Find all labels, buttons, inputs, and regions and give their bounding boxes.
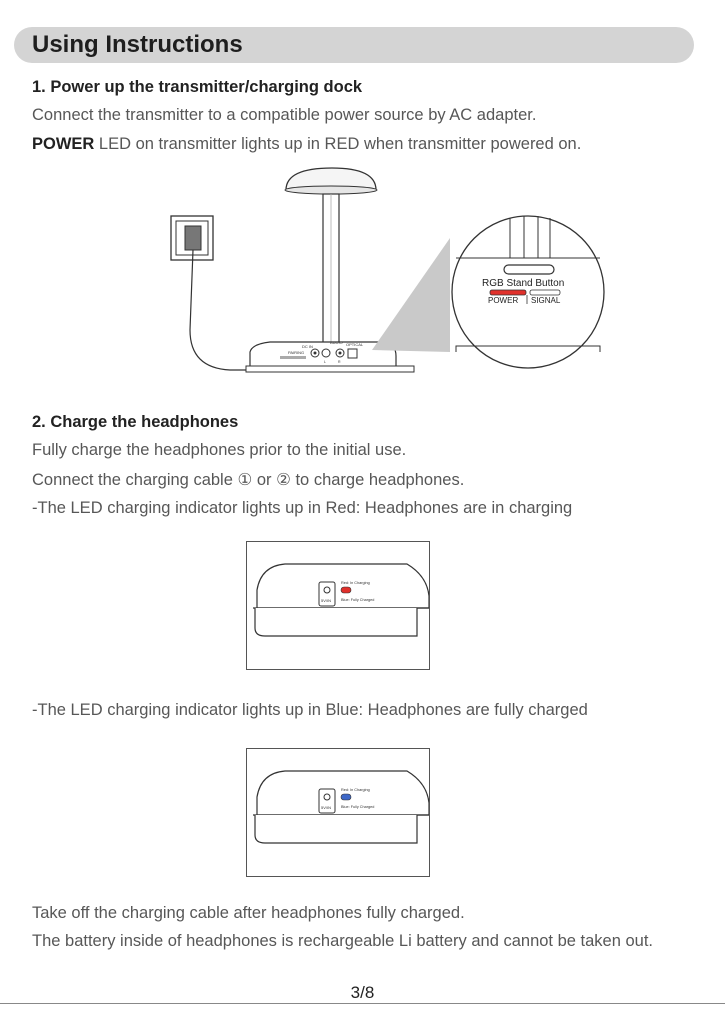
section2-line6: The battery inside of headphones is rechargeable Li battery and cannot be taken out. <box>32 932 654 950</box>
section2-line1: Fully charge the headphones prior to the initial use. <box>32 441 407 459</box>
section1-line2-rest: LED on transmitter lights up in RED when transmitter powered on. <box>94 135 582 153</box>
rgb-stand-button <box>504 265 554 274</box>
section1-line2 <box>32 135 581 154</box>
power-led <box>490 290 526 295</box>
led-indicator-blue <box>341 794 351 800</box>
power-led-label: POWER <box>488 296 519 305</box>
headphone-charging-red-illustration <box>247 542 429 669</box>
signal-led-label: SIGNAL <box>531 296 561 305</box>
optical-label: OPTICAL <box>346 342 364 347</box>
red-charging-label: Red: In Charging <box>341 581 370 585</box>
blue-charged-label: Blue: Fully Charged <box>341 598 375 602</box>
page-number: 3/8 <box>350 983 375 1002</box>
section2-heading: 2. Charge the headphones <box>32 413 239 431</box>
bottom-divider <box>0 1003 725 1004</box>
charged-blue-figure <box>246 748 430 877</box>
section1-line1: Connect the transmitter to a compatible power source by AC adapter. <box>32 106 537 124</box>
section-header-bar <box>14 27 694 63</box>
led-indicator-red <box>341 587 351 593</box>
charging-red-figure <box>246 541 430 670</box>
section1-heading: 1. Power up the transmitter/charging dock <box>32 78 363 96</box>
l-label: L <box>324 360 326 364</box>
signal-led <box>530 290 560 295</box>
section2-line2: Connect the charging cable ① or ② to charge headphones. <box>32 471 465 489</box>
pairing-label: PAIRING <box>288 350 305 355</box>
section2-line4: -The LED charging indicator lights up in Blue: Headphones are fully charged <box>32 701 588 719</box>
r-label: R <box>338 360 341 364</box>
zoom-cone <box>372 238 450 352</box>
port-label: 5V/IN <box>321 805 332 810</box>
page-title: Using Instructions <box>32 31 243 58</box>
audio-label: AUDIO <box>330 340 343 345</box>
port-label: 5V/IN <box>321 598 332 603</box>
zoom-callout <box>452 216 604 368</box>
rgb-stand-button-label: RGB Stand Button <box>482 278 565 289</box>
red-charging-label: Red: In Charging <box>341 788 370 792</box>
transmitter-dock-illustration <box>160 160 610 380</box>
section2-line3: -The LED charging indicator lights up in Red: Headphones are in charging <box>32 499 573 517</box>
section2-line5: Take off the charging cable after headphones fully charged. <box>32 904 465 922</box>
wall-outlet-icon <box>171 216 213 260</box>
blue-charged-label: Blue: Fully Charged <box>341 805 375 809</box>
headphone-charged-blue-illustration <box>247 749 429 876</box>
dc-in-label: DC IN <box>302 344 313 349</box>
power-keyword: POWER <box>32 135 95 153</box>
